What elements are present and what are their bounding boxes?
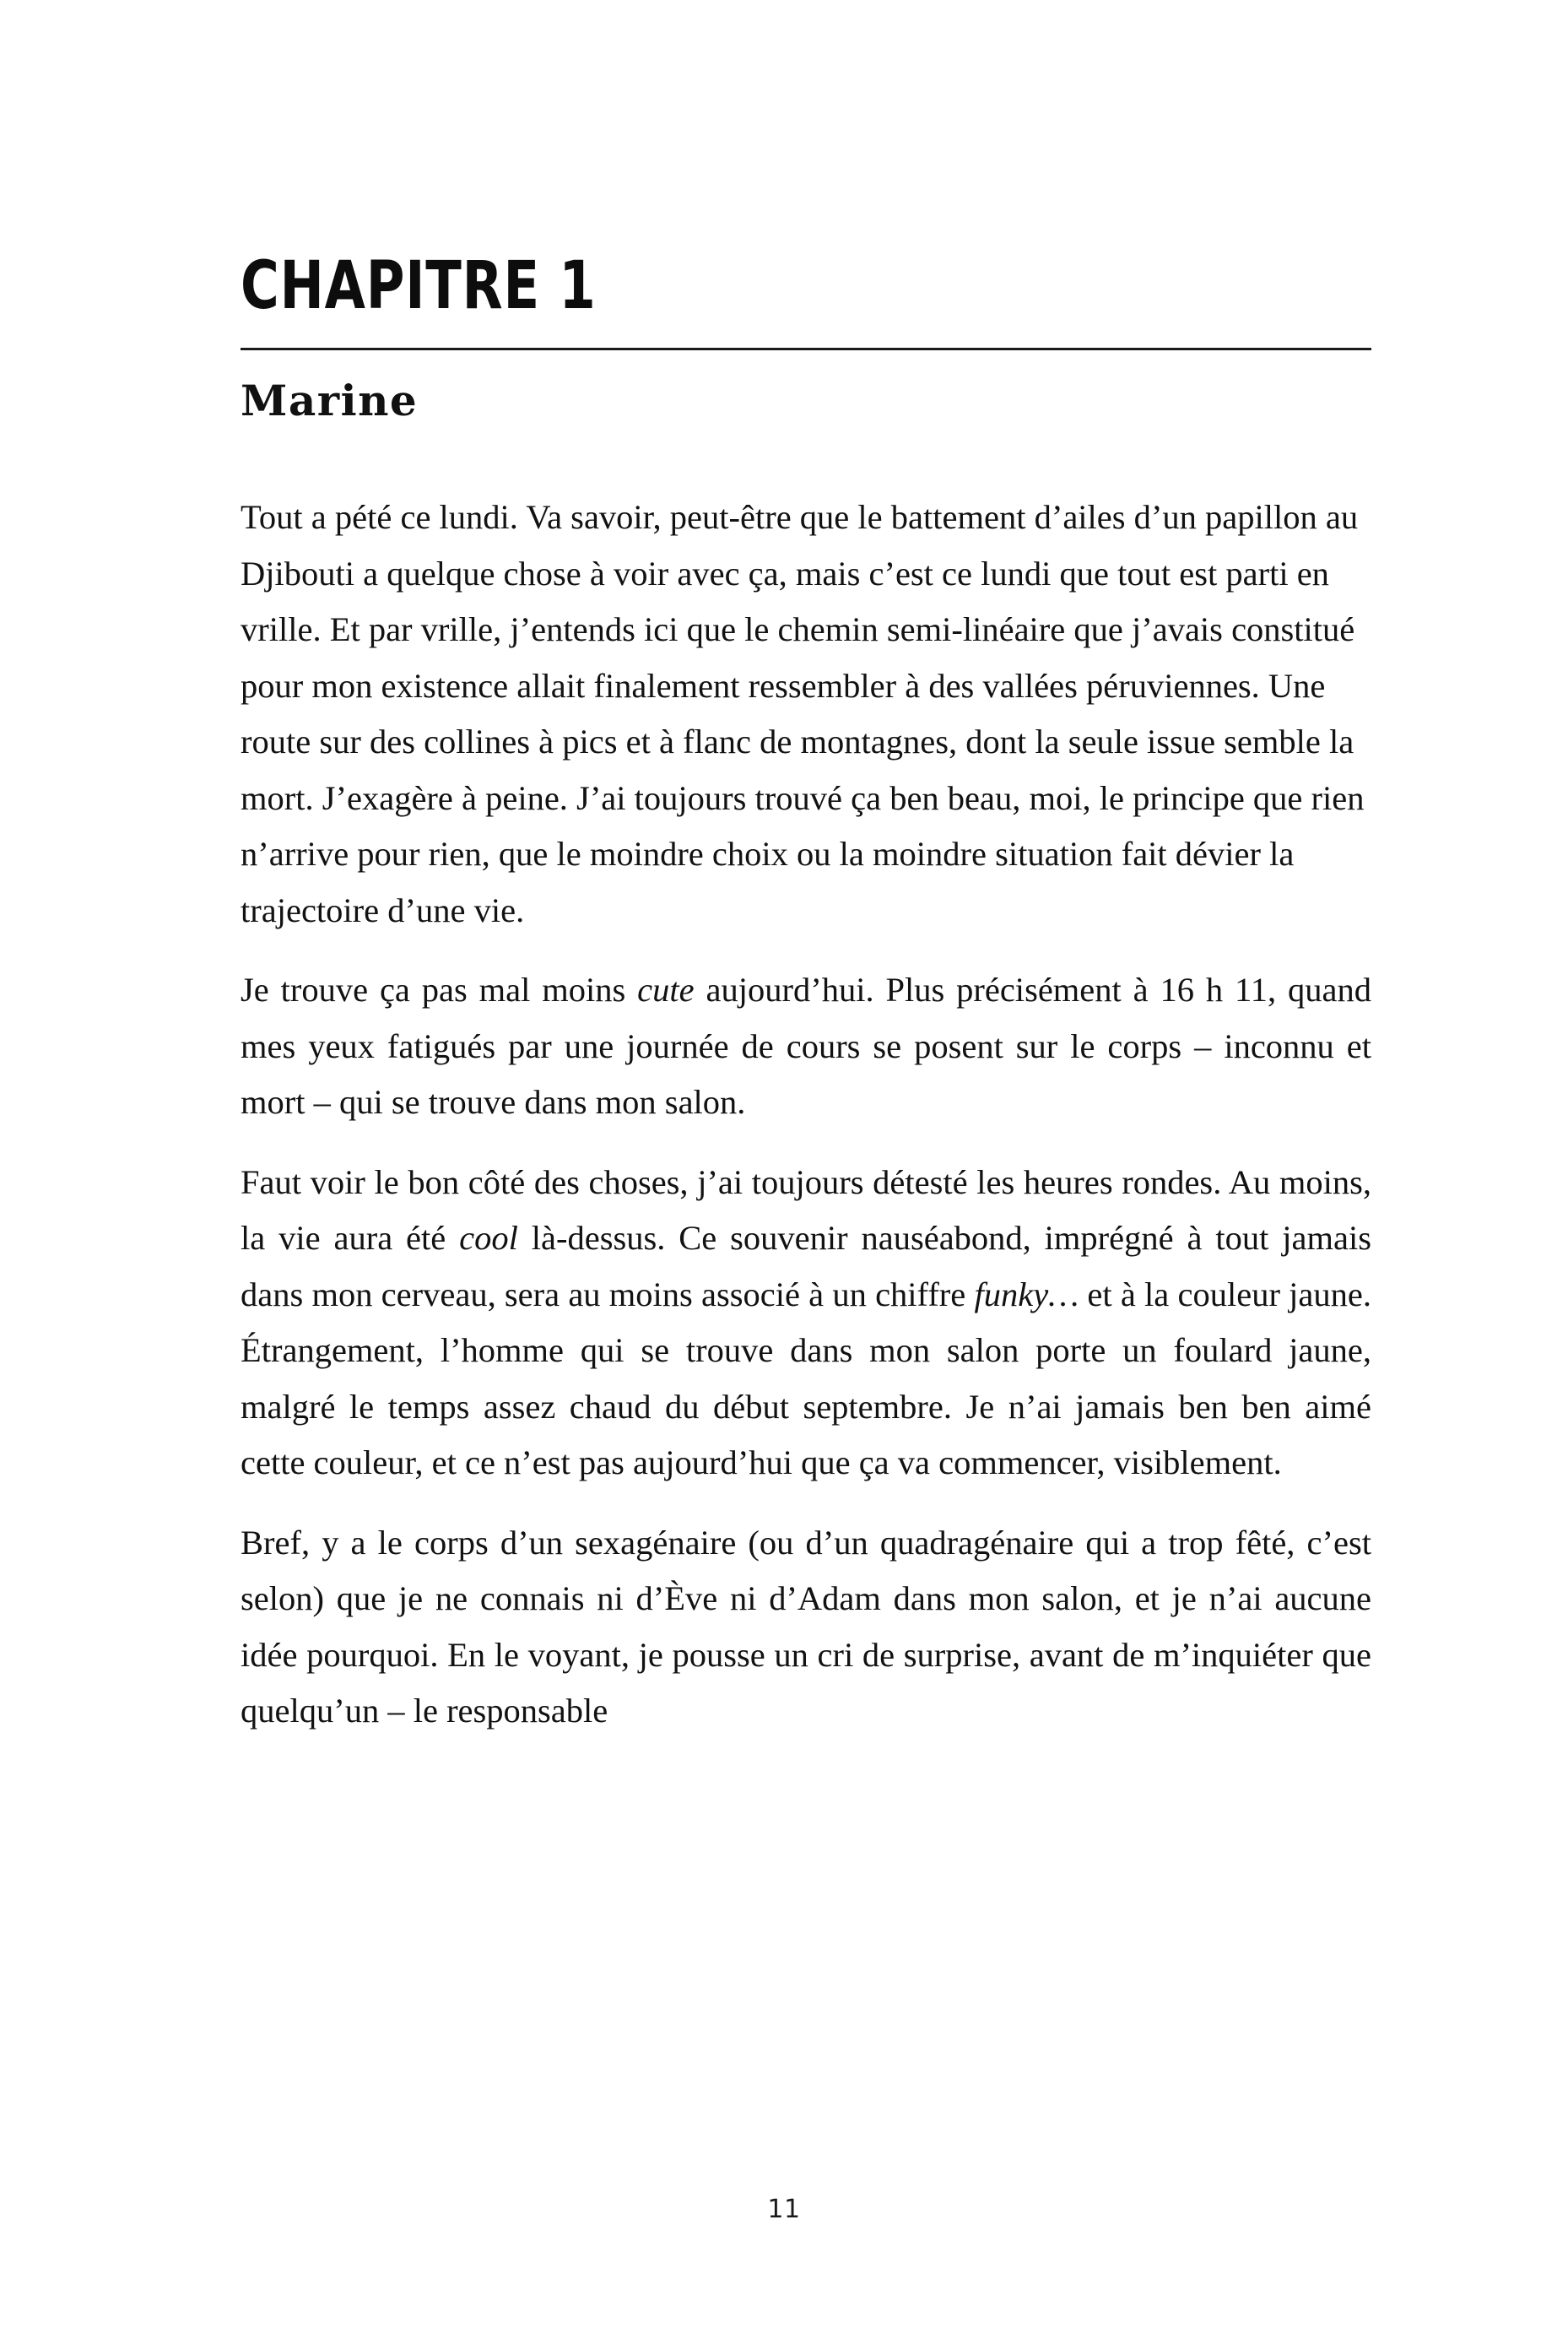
page-content	[241, 248, 1371, 1740]
paragraph: Je trouve ça pas mal moins cute aujourd’hui. Plus précisément à 16 h 11, quand mes yeux fatigués par une journée de cours se posent sur le corps – inconnu et mort – qui se trouve dans mon salon.	[241, 971, 1371, 1121]
emphasis-text: funky…	[974, 1275, 1079, 1313]
paragraph: Tout a pété ce lundi. Va savoir, peut-être que le battement d’ailes d’un papillon au Djibouti a quelque chose à voir avec ça, mais c’est ce lundi que tout est parti en vrille. Et par vrille, j’entends ici que le chemin semi-linéaire que j’avais constitué pour mon existence allait finalement ressembler à des vallées péruviennes. Une route sur des collines à pics et à flanc de montagnes, dont la seule issue semble la mort. J’exagère à peine. J’ai toujours trouvé ça ben beau, moi, le principe que rien n’arrive pour rien, que le moindre choix ou la moindre situation fait dévier la trajectoire d’une vie.	[241, 498, 1365, 929]
chapter-title: CHAPITRE 1	[241, 248, 597, 324]
paragraph: Bref, y a le corps d’un sexagénaire (ou d’un quadragénaire qui a trop fêté, c’est selon) que je ne connais ni d’Ève ni d’Adam dans mon salon, et je n’ai aucune idée pourquoi. En le voyant, je pousse un cri de surprise, avant de m’inquiéter que quelqu’un – le responsable	[241, 1523, 1371, 1730]
paragraph: Faut voir le bon côté des choses, j’ai toujours détesté les heures rondes. Au moins, la vie aura été cool là-dessus. Ce souvenir nauséabond, imprégné à tout jamais dans mon cerveau, sera au moins associé à un chiffre funky… et à la couleur jaune. Étrangement, l’homme qui se trouve dans mon salon porte un foulard jaune, malgré le temps assez chaud du début septembre. Je n’ai jamais ben ben aimé cette couleur, et ce n’est pas aujourd’hui que ça va commencer, visiblement.	[241, 1162, 1371, 1481]
section-title: Marine	[241, 376, 419, 425]
title-divider	[241, 348, 1371, 350]
body-text	[241, 490, 1371, 1740]
page-number: 11	[767, 2195, 801, 2224]
emphasis-text: cute	[637, 971, 695, 1009]
emphasis-text: cool	[459, 1219, 518, 1257]
